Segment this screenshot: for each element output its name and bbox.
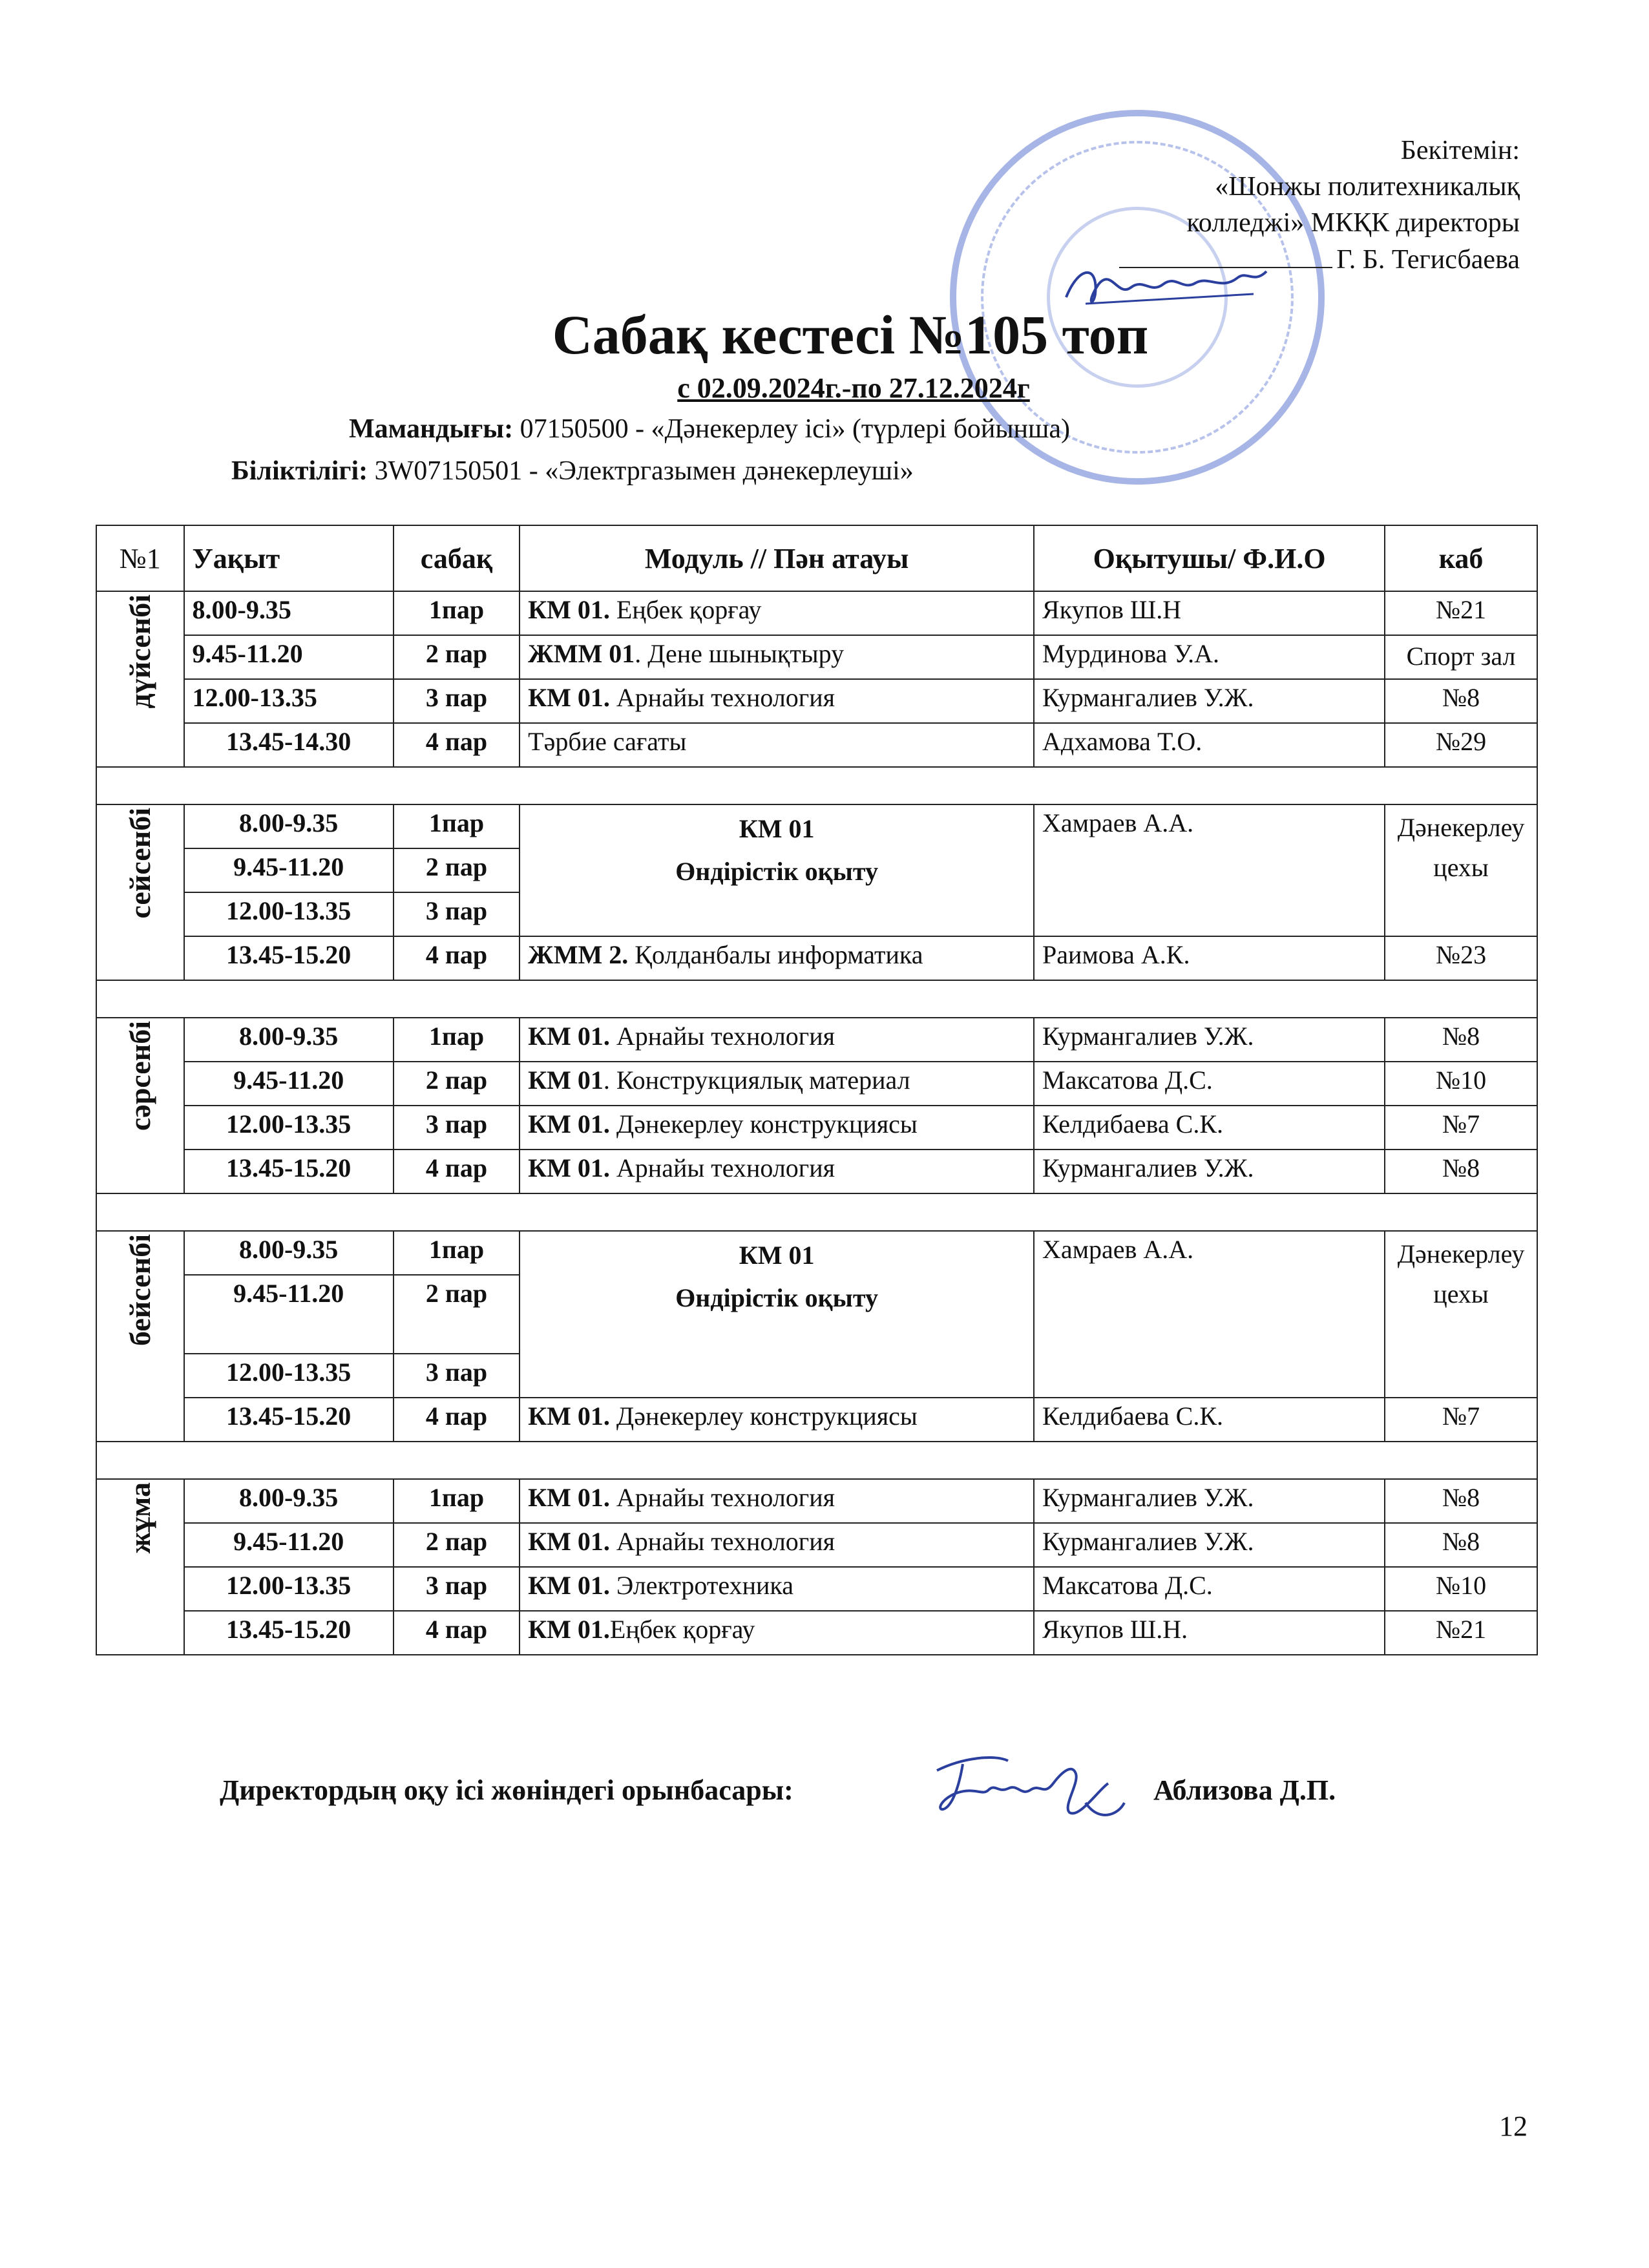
teacher-cell: Адхамова Т.О. bbox=[1034, 723, 1385, 767]
approval-block bbox=[938, 132, 1520, 278]
header-row bbox=[96, 525, 1537, 591]
subject-cell: КМ 01.Еңбек қорғау bbox=[520, 1611, 1034, 1655]
table-row bbox=[96, 1231, 1537, 1275]
schedule-table bbox=[96, 525, 1538, 1655]
pair-cell: 2 пар bbox=[394, 1062, 520, 1106]
qualification-label: Біліктілігі: bbox=[231, 456, 368, 486]
subject-cell: КМ 01. Арнайы технология bbox=[520, 679, 1034, 723]
header-lesson: сабақ bbox=[394, 525, 520, 591]
time-cell: 13.45-14.30 bbox=[184, 723, 394, 767]
teacher-cell: Келдибаева С.К. bbox=[1034, 1106, 1385, 1150]
time-cell: 13.45-15.20 bbox=[184, 936, 394, 980]
table-row bbox=[96, 723, 1537, 767]
pair-cell: 4 пар bbox=[394, 1150, 520, 1193]
deputy-signature bbox=[924, 1745, 1137, 1829]
subject-cell: ЖММ 01. Дене шынықтыру bbox=[520, 635, 1034, 679]
pair-cell: 3 пар bbox=[394, 1567, 520, 1611]
pair-cell: 1пар bbox=[394, 804, 520, 848]
pair-cell: 4 пар bbox=[394, 1398, 520, 1442]
subject-cell: КМ 01. Арнайы технология bbox=[520, 1150, 1034, 1193]
pair-cell: 4 пар bbox=[394, 723, 520, 767]
page-title: Сабақ кестесі №105 топ bbox=[552, 304, 1149, 366]
pair-cell: 2 пар bbox=[394, 848, 520, 892]
merged-room-cell: Дәнекерлеу цехы bbox=[1385, 804, 1537, 936]
day-label-wednesday: сәрсенбі bbox=[96, 1018, 184, 1193]
pair-cell: 1пар bbox=[394, 591, 520, 635]
room-cell: Спорт зал bbox=[1385, 635, 1537, 679]
teacher-cell: Келдибаева С.К. bbox=[1034, 1398, 1385, 1442]
day-label-monday: дүйсенбі bbox=[96, 591, 184, 767]
spacer-row bbox=[96, 1442, 1537, 1479]
room-cell: №21 bbox=[1385, 1611, 1537, 1655]
table-row bbox=[96, 635, 1537, 679]
pair-cell: 4 пар bbox=[394, 936, 520, 980]
day-label-friday: жұма bbox=[96, 1479, 184, 1655]
pair-cell: 2 пар bbox=[394, 635, 520, 679]
approval-line-1: Бекітемін: bbox=[1400, 136, 1520, 165]
spacer-row bbox=[96, 980, 1537, 1018]
subject-cell: ЖММ 2. Қолданбалы информатика bbox=[520, 936, 1034, 980]
director-name: Г. Б. Тегисбаева bbox=[1336, 245, 1520, 275]
time-cell: 8.00-9.35 bbox=[184, 804, 394, 848]
room-cell: №8 bbox=[1385, 1523, 1537, 1567]
room-cell: №10 bbox=[1385, 1062, 1537, 1106]
teacher-cell: Курмангалиев У.Ж. bbox=[1034, 1479, 1385, 1523]
time-cell: 13.45-15.20 bbox=[184, 1611, 394, 1655]
room-cell: №8 bbox=[1385, 1018, 1537, 1062]
header-time: Уақыт bbox=[184, 525, 394, 591]
room-cell: №23 bbox=[1385, 936, 1537, 980]
time-cell: 12.00-13.35 bbox=[184, 1354, 394, 1398]
teacher-cell: Курмангалиев У.Ж. bbox=[1034, 1523, 1385, 1567]
specialty-value: 07150500 - «Дәнекерлеу ісі» (түрлері бойынша) bbox=[513, 414, 1071, 444]
teacher-cell: Якупов Ш.Н. bbox=[1034, 1611, 1385, 1655]
teacher-cell: Мурдинова У.А. bbox=[1034, 635, 1385, 679]
time-cell: 9.45-11.20 bbox=[184, 1523, 394, 1567]
subject-cell: КМ 01. Конструкциялық материал bbox=[520, 1062, 1034, 1106]
header-room: каб bbox=[1385, 525, 1537, 591]
subject-cell: КМ 01. Еңбек қорғау bbox=[520, 591, 1034, 635]
teacher-cell: Максатова Д.С. bbox=[1034, 1567, 1385, 1611]
merged-teacher-cell: Хамраев А.А. bbox=[1034, 804, 1385, 936]
header-subject: Модуль // Пән атауы bbox=[520, 525, 1034, 591]
table-row bbox=[96, 936, 1537, 980]
deputy-label: Директордың оқу ісі жөніндегі орынбасары: bbox=[220, 1774, 793, 1806]
merged-room-cell: Дәнекерлеу цехы bbox=[1385, 1231, 1537, 1398]
time-cell: 13.45-15.20 bbox=[184, 1398, 394, 1442]
specialty-line bbox=[349, 414, 1070, 445]
subject-cell: КМ 01. Арнайы технология bbox=[520, 1018, 1034, 1062]
subject-cell: КМ 01. Дәнекерлеу конструкциясы bbox=[520, 1398, 1034, 1442]
date-range: с 02.09.2024г.-по 27.12.2024г bbox=[677, 372, 1030, 404]
time-cell: 8.00-9.35 bbox=[184, 1479, 394, 1523]
pair-cell: 3 пар bbox=[394, 1354, 520, 1398]
pair-cell: 3 пар bbox=[394, 892, 520, 936]
merged-teacher-cell: Хамраев А.А. bbox=[1034, 1231, 1385, 1398]
table-row bbox=[96, 1106, 1537, 1150]
deputy-signature-line bbox=[220, 1774, 1447, 1807]
table-row bbox=[96, 1479, 1537, 1523]
pair-cell: 4 пар bbox=[394, 1611, 520, 1655]
teacher-cell: Курмангалиев У.Ж. bbox=[1034, 1018, 1385, 1062]
subject-cell: Тәрбие сағаты bbox=[520, 723, 1034, 767]
subject-cell: КМ 01. Арнайы технология bbox=[520, 1479, 1034, 1523]
time-cell: 8.00-9.35 bbox=[184, 591, 394, 635]
pair-cell: 1пар bbox=[394, 1479, 520, 1523]
time-cell: 12.00-13.35 bbox=[184, 892, 394, 936]
table-row bbox=[96, 1398, 1537, 1442]
teacher-cell: Курмангалиев У.Ж. bbox=[1034, 679, 1385, 723]
time-cell: 13.45-15.20 bbox=[184, 1150, 394, 1193]
room-cell: №21 bbox=[1385, 591, 1537, 635]
pair-cell: 1пар bbox=[394, 1018, 520, 1062]
table-row bbox=[96, 1018, 1537, 1062]
qualification-value: 3W07150501 - «Электргазымен дәнекерлеуші» bbox=[368, 456, 914, 486]
room-cell: №29 bbox=[1385, 723, 1537, 767]
table-row bbox=[96, 1523, 1537, 1567]
time-cell: 12.00-13.35 bbox=[184, 1106, 394, 1150]
time-cell: 8.00-9.35 bbox=[184, 1018, 394, 1062]
pair-cell: 1пар bbox=[394, 1231, 520, 1275]
merged-subject-cell: КМ 01 Өндірістік оқыту bbox=[520, 1231, 1034, 1398]
day-label-thursday: бейсенбі bbox=[96, 1231, 184, 1442]
room-cell: №7 bbox=[1385, 1398, 1537, 1442]
teacher-cell: Якупов Ш.Н bbox=[1034, 591, 1385, 635]
table-row bbox=[96, 1150, 1537, 1193]
time-cell: 9.45-11.20 bbox=[184, 1275, 394, 1354]
spacer-row bbox=[96, 1193, 1537, 1231]
spacer-row bbox=[96, 767, 1537, 804]
teacher-cell: Раимова А.К. bbox=[1034, 936, 1385, 980]
table-row bbox=[96, 1567, 1537, 1611]
room-cell: №10 bbox=[1385, 1567, 1537, 1611]
approval-line-2: «Шонжы политехникалық bbox=[1215, 172, 1520, 202]
time-cell: 12.00-13.35 bbox=[184, 1567, 394, 1611]
table-row bbox=[96, 1062, 1537, 1106]
pair-cell: 2 пар bbox=[394, 1523, 520, 1567]
table-row bbox=[96, 679, 1537, 723]
time-cell: 12.00-13.35 bbox=[184, 679, 394, 723]
room-cell: №8 bbox=[1385, 1479, 1537, 1523]
teacher-cell: Максатова Д.С. bbox=[1034, 1062, 1385, 1106]
time-cell: 9.45-11.20 bbox=[184, 1062, 394, 1106]
header-number: №1 bbox=[96, 525, 184, 591]
subject-cell: КМ 01. Электротехника bbox=[520, 1567, 1034, 1611]
page-number: 12 bbox=[1499, 2110, 1528, 2142]
teacher-cell: Курмангалиев У.Ж. bbox=[1034, 1150, 1385, 1193]
specialty-label: Мамандығы: bbox=[349, 414, 514, 444]
subject-cell: КМ 01. Арнайы технология bbox=[520, 1523, 1034, 1567]
merged-subject-cell: КМ 01 Өндірістік оқыту bbox=[520, 804, 1034, 936]
day-label-tuesday: сейсенбі bbox=[96, 804, 184, 980]
time-cell: 9.45-11.20 bbox=[184, 848, 394, 892]
table-row bbox=[96, 804, 1537, 848]
pair-cell: 2 пар bbox=[394, 1275, 520, 1354]
time-cell: 9.45-11.20 bbox=[184, 635, 394, 679]
subject-cell: КМ 01. Дәнекерлеу конструкциясы bbox=[520, 1106, 1034, 1150]
table-row bbox=[96, 1611, 1537, 1655]
room-cell: №8 bbox=[1385, 1150, 1537, 1193]
header-teacher: Оқытушы/ Ф.И.О bbox=[1034, 525, 1385, 591]
room-cell: №7 bbox=[1385, 1106, 1537, 1150]
room-cell: №8 bbox=[1385, 679, 1537, 723]
table-row bbox=[96, 591, 1537, 635]
qualification-line bbox=[231, 456, 914, 487]
pair-cell: 3 пар bbox=[394, 1106, 520, 1150]
approval-line-3: колледжі» МКҚК директоры bbox=[1186, 208, 1520, 238]
pair-cell: 3 пар bbox=[394, 679, 520, 723]
time-cell: 8.00-9.35 bbox=[184, 1231, 394, 1275]
deputy-name: Аблизова Д.П. bbox=[1153, 1774, 1336, 1806]
